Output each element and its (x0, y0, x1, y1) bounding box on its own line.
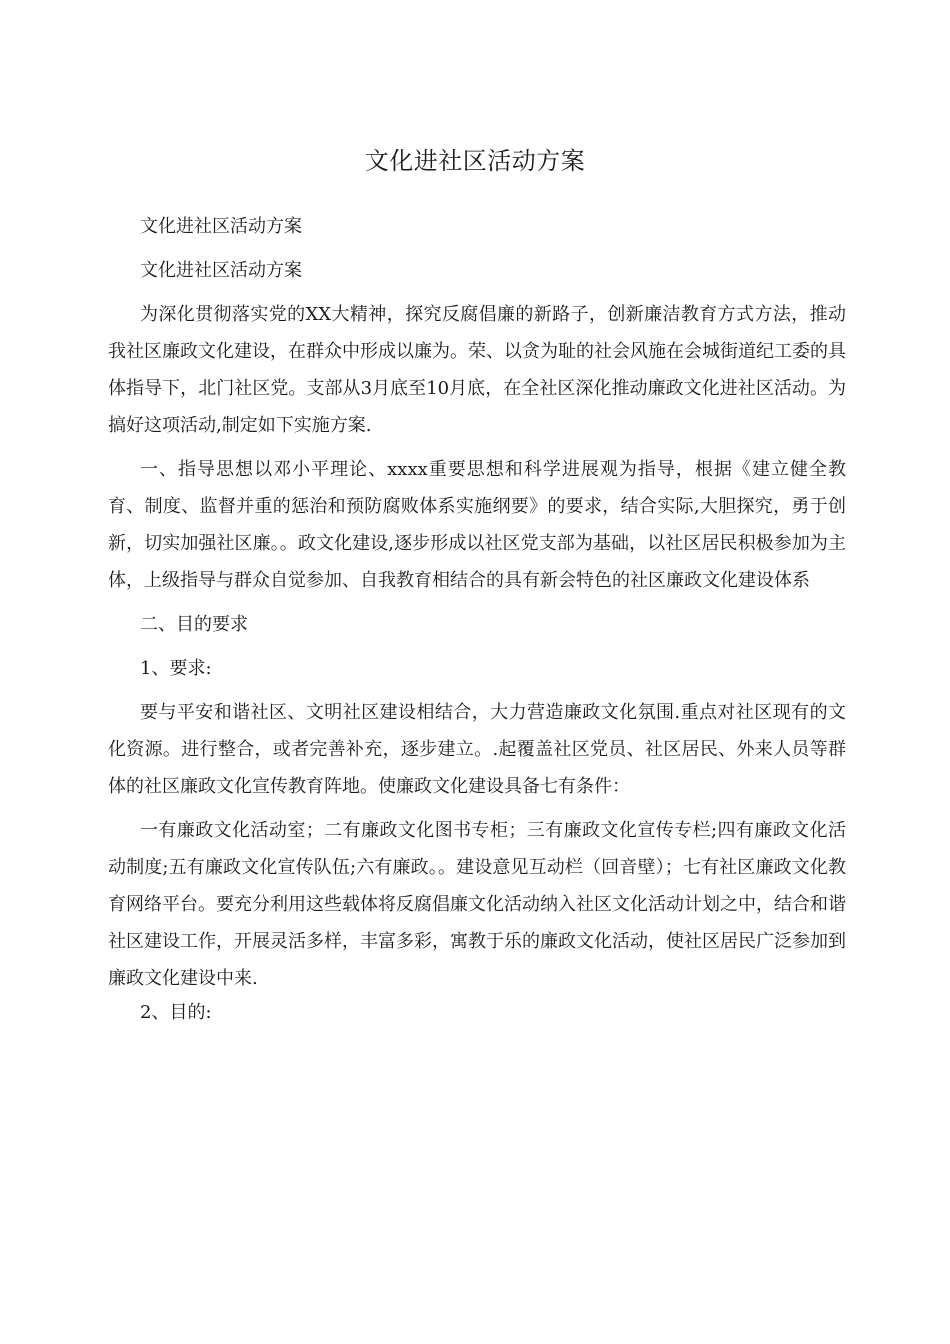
paragraph-subtitle-2: 文化进社区活动方案 (140, 260, 302, 281)
subsection-heading-requirements: 1、要求: (140, 658, 212, 679)
subsection-heading-purpose: 2、目的: (140, 1002, 212, 1023)
paragraph-intro: 为深化贯彻落实党的XX大精神，探究反腐倡廉的新路子，创新廉洁教育方式方法，推动我社区廉政文化建设，在群众中形成以廉为。荣、以贪为耻的社会风施在会城街道纪工委的具体指导下，北门社区党。支部从3月底至10月底，在全社区深化推动廉政文化进社区活动。为搞好这项活动,制定如下实施方案. (108, 304, 846, 436)
paragraph-seven-conditions: 一有廉政文化活动室；二有廉政文化图书专柜；三有廉政文化宣传专栏;四有廉政文化活动制度;五有廉政文化宣传队伍;六有廉政。。建设意见互动栏（回音壁）；七有社区廉政文化教育网络平台。要充分利用这些载体将反腐倡廉文化活动纳入社区文化活动计划之中，结合和谐社区建设工作，开展灵活多样，丰富多彩，寓教于乐的廉政文化活动，使社区居民广泛参加到廉政文化建设中来. (108, 820, 846, 989)
section-heading-goals: 二、目的要求 (140, 614, 248, 635)
paragraph-subtitle-1: 文化进社区活动方案 (140, 216, 302, 237)
document-title: 文化进社区活动方案 (364, 147, 586, 175)
paragraph-requirements: 要与平安和谐社区、文明社区建设相结合，大力营造廉政文化氛围.重点对社区现有的文化资源。进行整合，或者完善补充，逐步建立。.起覆盖社区党员、社区居民、外来人员等群体的社区廉政文化宣传教育阵地。使廉政文化建设具备七有条件： (108, 702, 846, 797)
paragraph-guiding-principle: 一、指导思想以邓小平理论、xxxx重要思想和科学进展观为指导，根据《建立健全教育、制度、监督并重的惩治和预防腐败体系实施纲要》的要求，结合实际,大胆探究，勇于创新，切实加强社区廉。。政文化建设,逐步形成以社区党支部为基础，以社区居民积极参加为主体，上级指导与群众自觉参加、自我教育相结合的具有新会特色的社区廉政文化建设体系 (108, 459, 846, 591)
document-body (108, 208, 846, 1038)
